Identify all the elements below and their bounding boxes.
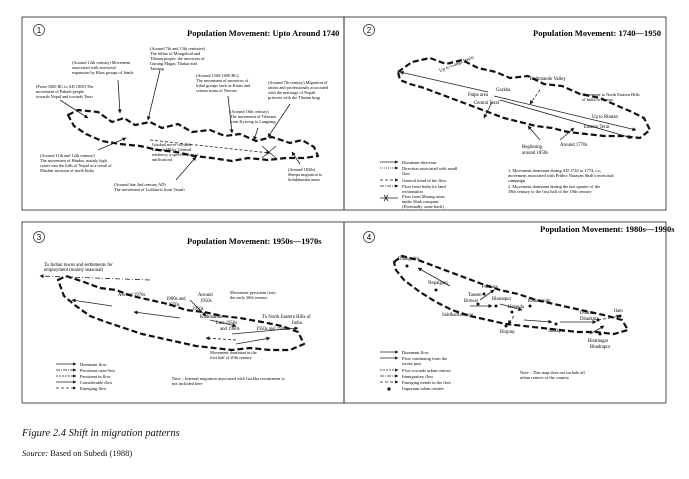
urban-centre (599, 333, 602, 336)
p2-label-northeast: Movement to North Eastern Hills (582, 92, 640, 97)
legend-label: General trend of the flow (402, 178, 447, 183)
p4-label-kathmandu: Kathmandu (528, 299, 551, 304)
panel-4-number: 4 (366, 233, 372, 242)
p4-flow-birgunj (508, 316, 514, 324)
annotation-line: The movement of Lichhavis from Vaisali (114, 187, 185, 192)
p3-label-1960s-b: 1970s (168, 303, 180, 308)
p1-flow-khas (118, 80, 120, 113)
annotation-line: towards Nepal and towards Terai (36, 94, 93, 99)
p1-annotation-mongoloid (150, 46, 206, 71)
annotation-line: Eastern Hills ( General (152, 147, 192, 152)
p3-label-northeast-b: India (292, 321, 302, 326)
legend-label: Persistent cum-flow (80, 368, 116, 373)
p2-flow-ganga (400, 72, 488, 92)
p1-annotation-pahadi (36, 84, 94, 99)
p2-flow-main-east (494, 96, 636, 130)
annotation-line: unification) (152, 157, 173, 162)
p2-label-central-terai: Central Terai (474, 101, 500, 106)
urban-centre (555, 323, 558, 326)
annotation-line: Gradual move towards (152, 142, 192, 147)
p3-flow-india (40, 276, 150, 280)
p1-annotation-khas (72, 60, 134, 75)
note-line: 2. Movement dominant during the last quarter of the (508, 184, 601, 189)
panel-1-title: Population Movement: Upto Around 1740 (187, 28, 340, 38)
p3-note-line1: Note – Internal migration associated with Gorkha recruitment is (172, 376, 285, 381)
panel-2-number: 2 (366, 26, 372, 35)
p2-flow-beginning (528, 126, 540, 140)
annotation-line: Gurung Magar, Thakar and (150, 61, 197, 66)
p4-label-nepalganj: Nepalganj (428, 281, 448, 286)
legend-label: Direction associated with small (402, 166, 458, 171)
p1-annotation-sherpa (288, 167, 322, 182)
p2-legend (380, 160, 458, 209)
legend-label: Flow from India for land (402, 184, 446, 189)
annotation-line: The influx of Mongoloid and (150, 51, 201, 56)
legend-label: Flow towards urban centres (402, 368, 451, 373)
p3-label-late-1950s: Late 1950s (216, 321, 238, 326)
annotation-line: (Around 1500-1000 BC) (196, 73, 239, 78)
p4-label-pokhara: Pokhara (482, 285, 498, 290)
source-text: Based on Subedi (1988) (48, 448, 133, 458)
p4-label-bharatpur: Bharatpur (492, 297, 512, 302)
p1-cross-mark (262, 146, 276, 158)
annotation-line: Tamang (150, 66, 164, 71)
p2-label-ganga: Up to Ganga Basin (438, 55, 475, 74)
p3-label-1970s: Around 1970s (118, 293, 146, 298)
annotation-line: tribal groups such as Kirats and (196, 83, 251, 88)
source-label: Source: (22, 448, 49, 458)
annotation-line: princess with the Tibetan king (268, 95, 320, 100)
panel-3-title: Population Movement: 1950s—1970s (187, 236, 322, 246)
annotation-line: (Around 12th century) Movement (72, 60, 131, 65)
p2-label-beginning: Beginning (522, 145, 542, 150)
legend-label: Flow continuing from the (402, 356, 447, 361)
annotation-line: (Around 16th century) (230, 109, 269, 114)
panel-4-title: Population Movement: 1980s—1990s (540, 224, 675, 234)
annotation-line: (From 1000 BC to AD 1850) The (36, 84, 94, 89)
annotation-line: Solukhumbu areas (288, 177, 320, 182)
panel-4 (344, 222, 675, 403)
urban-centre (483, 293, 486, 296)
p4-label-dharan: Dharan (580, 311, 595, 316)
p4-label-janakpur: Janakpur (548, 329, 566, 334)
p2-label-around-1850s: around 1850s (522, 151, 548, 156)
p3-label-kathmandu: Kathmandu (200, 315, 223, 320)
p1-annotation-lichhavi (114, 182, 185, 192)
p1-flow-tibetans (254, 128, 258, 140)
legend-label: Dominant flow (402, 350, 429, 355)
p4-legend (380, 350, 452, 391)
panel-1-number: 1 (36, 26, 42, 35)
p4-label-siddharthanagar: Siddharthanagar (442, 313, 474, 318)
annotation-line: (Around 1830s) (288, 167, 316, 172)
note-line: movement associated with Prithvi Narayan Shah's territorial (508, 173, 614, 178)
panel-2-title: Population Movement: 1740—1950 (533, 28, 661, 38)
annotation-line: (Around 7th and 13th centuries) (150, 46, 206, 51)
panel-3-number: 3 (36, 233, 42, 242)
legend-label: under Shah conquest (402, 199, 439, 204)
legend-label: recent past (402, 361, 421, 366)
p3-flow-west (72, 300, 112, 306)
annotation-line: associated with territorial (72, 65, 116, 70)
p3-label-dominant2: first half of 20th century (210, 355, 253, 360)
p1-annotation-eastern-hills (152, 142, 199, 162)
annotation-line: (Around 11th and 12th century) (40, 153, 95, 158)
p3-label-persistent2: the early 20th century (230, 295, 268, 300)
p3-note-line2: not included here (172, 381, 203, 386)
p3-label-india2: employment (mainly seasonal) (44, 268, 104, 273)
p3-label-1950s-1960s: 1950s and 1960s (256, 327, 289, 332)
urban-centre (529, 305, 532, 308)
p4-note-line1: Note – This map does not include all (520, 370, 585, 375)
annotation-line: artists and professionals associated (268, 85, 329, 90)
p2-label-bhutan: Up to Bhutan (592, 115, 618, 120)
p4-label-hetauda: Hetauda (508, 305, 524, 310)
annotation-line: castes into the hills of Nepal as a result of (40, 163, 112, 168)
note-line: campaign (508, 178, 526, 183)
legend-label: (Eventually came back) (402, 204, 444, 209)
p1-annotation-kirat (196, 73, 251, 93)
p1-flow-mongoloid (148, 70, 160, 120)
urban-centre (435, 289, 438, 292)
p4-urban-centres (406, 265, 622, 336)
legend-label: Emerging flow (80, 386, 107, 391)
p3-label-dominant1: Movement dominant in the (210, 350, 257, 355)
p3-label-1950s-b: 1950s (200, 299, 212, 304)
p1-flow-lichhavi (176, 157, 196, 180)
p2-label-kathmandu: Kathmandu Valley (530, 77, 566, 82)
annotation-line: Sherpa migration to (288, 172, 323, 177)
p2-label-northeast2: of India to Burma (582, 97, 613, 102)
p4-label-birgunj: Birgunj (500, 330, 515, 335)
p2-label-around-1770s: Around 1770s (560, 143, 588, 148)
p4-label-dhangadhi: Dhangadhi (398, 257, 420, 262)
legend-label: flow (402, 171, 411, 176)
p2-label-gorkha: Gorkha (496, 88, 511, 93)
annotation-line: with the marriage of Nepali (268, 90, 316, 95)
legend-label: Persistent in flow (80, 374, 111, 379)
legend-symbol (380, 195, 398, 201)
p4-label-biratnagar: Biratnagar (588, 339, 609, 344)
annotation-line: tendency, a specific date of (152, 152, 199, 157)
p4-label-tansen: Tansen (468, 293, 482, 298)
legend-label: Flow from Mirang areas (402, 194, 445, 199)
annotation-line: The movement of Tibetans (230, 114, 277, 119)
p2-flow-kathmandu (530, 90, 540, 104)
legend-label: Dominant direction (402, 160, 437, 165)
legend-label: reclamation (402, 189, 423, 194)
p4-label-dhankuta: Dhankuta (580, 317, 599, 322)
p3-flow-1960s (134, 312, 180, 318)
urban-centre (505, 325, 508, 328)
p2-label-palpa: Palpa area (468, 93, 488, 98)
p4-label-bhadrapur: Bhadrapur (590, 345, 611, 350)
annotation-line: expansion by Khas groups of Jumla (72, 70, 134, 75)
p3-flow-terai (236, 338, 270, 344)
legend-label: Dominant flow (80, 362, 107, 367)
p1-flow-pahadi (60, 100, 88, 118)
legend-label: Considerable flow (80, 380, 113, 385)
panel-1 (22, 17, 344, 210)
p2-notes (508, 168, 614, 194)
p3-label-late-1950s-b: and 1960s (220, 327, 240, 332)
p4-label-butwal: Butwal (464, 299, 478, 304)
p1-annotation-hindus (40, 153, 112, 173)
annotation-line: from Kyirong to Langtang (230, 119, 276, 124)
panel-3 (22, 222, 344, 403)
panel-2 (344, 17, 666, 210)
p4-label-ilam: Ilam (614, 309, 623, 314)
urban-centre (495, 305, 498, 308)
p3-legend (56, 362, 116, 391)
annotation-line: Muslim invasion of north India (40, 168, 94, 173)
legend-label: Important urban centres (402, 386, 444, 391)
legend-label: Emerging trends in the flow (402, 380, 452, 385)
p3-label-india1: To Indian towns and settlements for (44, 263, 113, 268)
annotation-line: Tibetan people, the ancestors of (150, 56, 205, 61)
panel-2-frame (344, 17, 666, 210)
legend-label: Immigratory flow (402, 374, 434, 379)
p3-label-persistent1: Movement persistent from (230, 290, 276, 295)
p4-note-line2: urban centres of the country (520, 375, 570, 380)
p4-flow-janakpur (524, 320, 552, 322)
p3-flow-hills (206, 338, 236, 340)
p2-flow-east-terai (560, 128, 574, 140)
p1-annotation-artists (268, 80, 329, 100)
note-line: 1. Movement dominant during AD 1742 to 1774, i.e., (508, 168, 602, 173)
urban-centre (406, 265, 409, 268)
annotation-line: The movement of Hindus, mainly high (40, 158, 107, 163)
annotation-line: (Around 7th century) Migration of (268, 80, 328, 85)
annotation-line: movement of Pahadi people (36, 89, 85, 94)
figure-source (22, 448, 132, 458)
annotation-line: The movement of ancestors of (196, 78, 249, 83)
p3-label-1960s: 1960s and (166, 297, 186, 302)
annotation-line: (Around late 2nd century AD) (114, 182, 166, 187)
legend-symbol (387, 387, 390, 390)
note-line: 18th century to the first half of the 19th century (508, 189, 592, 194)
p2-label-eastern-terai: Eastern Terai (584, 125, 610, 130)
p3-label-1950s: Around (198, 293, 213, 298)
p3-label-early-1950s: 1950s (192, 307, 204, 312)
figure-caption: Figure 2.4 Shift in migration patterns (22, 428, 180, 439)
urban-centre (511, 311, 514, 314)
urban-centre (619, 315, 622, 318)
annotation-line: certain strata of Newars (196, 88, 237, 93)
p3-label-northeast: To North Eastern Hills of (262, 315, 311, 320)
p1-annotation-tibetans (230, 109, 277, 124)
